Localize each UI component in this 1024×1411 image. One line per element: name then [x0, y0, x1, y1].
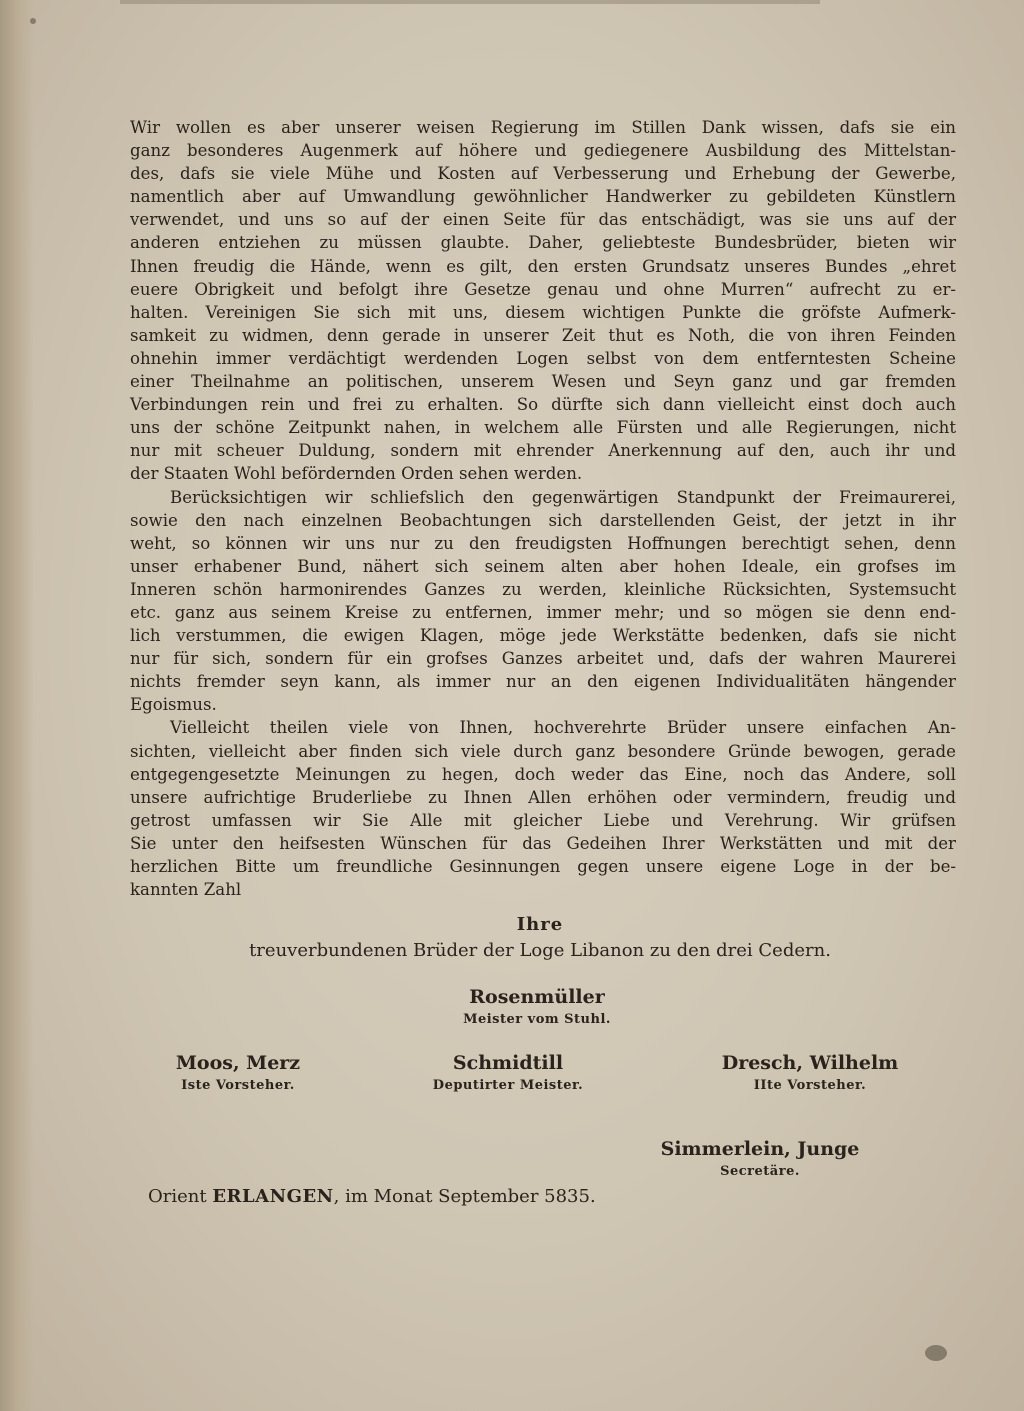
body-line: sichten, vielleicht aber finden sich viele durch ganz besondere Gründe bewogen, gerade — [130, 741, 956, 761]
signature-deputy-master — [408, 1052, 608, 1093]
signature-first-warden — [138, 1052, 338, 1093]
signature-name: Dresch, Wilhelm — [721, 1052, 899, 1074]
letter-body — [130, 116, 956, 901]
signature-role: Iste Vorsteher. — [181, 1078, 295, 1093]
body-line: unsere aufrichtige Bruderliebe zu Ihnen Allen erhöhen oder vermindern, freudig und — [130, 787, 956, 807]
signature-master — [437, 986, 637, 1027]
body-line: sowie den nach einzelnen Beobachtungen sich darstellenden Geist, der jetzt in ihr — [130, 510, 956, 530]
signature-role: Deputirter Meister. — [432, 1078, 584, 1093]
place-date-line — [148, 1186, 596, 1207]
body-line: euere Obrigkeit und befolgt ihre Gesetze genau und ohne Murren“ aufrecht zu er- — [130, 279, 956, 299]
body-line: namentlich aber auf Umwandlung gewöhnlicher Handwerker zu gebildeten Künstlern — [130, 187, 956, 207]
signature-role: Meister vom Stuhl. — [463, 1012, 611, 1027]
body-line: uns der schöne Zeitpunkt nahen, in welchem alle Fürsten und alle Regierungen, nicht — [130, 418, 956, 438]
body-line: Verbindungen rein und frei zu erhalten. So dürfte sich dann vielleicht einst doch auch — [130, 395, 956, 415]
body-line: nichts fremder seyn kann, als immer nur an den eigenen Individualitäten hängender — [130, 672, 956, 692]
body-line: herzlichen Bitte um freundliche Gesinnungen gegen unsere eigene Loge in der be- — [130, 857, 956, 876]
closing-lodge-line: treuverbundenen Brüder der Loge Libanon zu den drei Cedern. — [249, 940, 831, 961]
ink-smudge — [925, 1345, 947, 1361]
ink-smudge — [30, 18, 36, 24]
page-edge-shadow — [0, 0, 34, 1411]
body-line: der Staaten Wohl befördernden Orden sehen werden. — [130, 464, 583, 484]
body-line: einer Theilnahme an politischen, unserem Wesen und Seyn ganz und gar fremden — [130, 372, 956, 392]
body-line: Egoismus. — [130, 695, 217, 715]
body-line: nur mit scheuer Duldung, sondern mit ehrender Anerkennung auf den, auch ihr und — [130, 441, 956, 461]
body-line: kannten Zahl — [130, 880, 242, 900]
top-edge-shadow — [120, 0, 820, 4]
body-line: Vielleicht theilen viele von Ihnen, hochverehrte Brüder unsere einfachen An- — [170, 718, 956, 738]
body-line: getrost umfassen wir Sie Alle mit gleicher Liebe und Verehrung. Wir grüfsen — [130, 810, 956, 830]
signature-secretaries — [660, 1138, 860, 1179]
signature-name: Schmidtill — [452, 1052, 564, 1074]
body-line: ohnehin immer verdächtigt werdenden Logen selbst von dem entferntesten Scheine — [130, 348, 956, 368]
body-line: weht, so können wir uns nur zu den freudigsten Hoffnungen berechtigt sehen, denn — [130, 533, 956, 553]
body-line: Wir wollen es aber unserer weisen Regierung im Stillen Dank wissen, dafs sie ein — [130, 118, 956, 137]
signature-name: Moos, Merz — [175, 1052, 301, 1074]
body-line: samkeit zu widmen, denn gerade in unserer Zeit thut es Noth, die von ihren Feinden — [130, 325, 956, 345]
body-line: etc. ganz aus seinem Kreise zu entfernen, immer mehr; und so mögen sie denn end- — [130, 602, 956, 622]
body-line: Berücksichtigen wir schliefslich den gegenwärtigen Standpunkt der Freimaurerei, — [170, 487, 956, 507]
signature-role: Secretäre. — [720, 1164, 800, 1179]
body-line: anderen entziehen zu müssen glaubte. Daher, geliebteste Bundesbrüder, bieten wir — [130, 233, 956, 253]
body-line: Inneren schön harmonirendes Ganzes zu werden, kleinliche Rücksichten, Systemsucht — [130, 579, 956, 599]
signature-name: Rosenmüller — [469, 986, 605, 1008]
place-prefix: Orient — [148, 1186, 213, 1207]
body-line: verwendet, und uns so auf der einen Seite für das entschädigt, was sie uns auf der — [130, 210, 956, 230]
signature-second-warden — [710, 1052, 910, 1093]
body-line: des, dafs sie viele Mühe und Kosten auf Verbesserung und Erhebung der Gewerbe, — [130, 164, 956, 184]
body-line: entgegengesetzte Meinungen zu hegen, doch weder das Eine, noch das Andere, soll — [130, 764, 956, 784]
body-line: unser erhabener Bund, nähert sich seinem alten aber hohen Ideale, ein grofses im — [130, 556, 956, 576]
body-line: lich verstummen, die ewigen Klagen, möge jede Werkstätte bedenken, dafs sie nicht — [130, 626, 956, 646]
body-line: halten. Vereinigen Sie sich mit uns, diesem wichtigen Punkte die gröfste Aufmerk- — [130, 302, 956, 322]
place-date: , im Monat September 5835. — [333, 1186, 596, 1207]
body-line: ganz besonderes Augenmerk auf höhere und gediegenere Ausbildung des Mittelstan- — [130, 141, 956, 161]
signature-name: Simmerlein, Junge — [660, 1138, 860, 1160]
body-line: Ihnen freudig die Hände, wenn es gilt, den ersten Grundsatz unseres Bundes „ehret — [130, 256, 956, 276]
body-line: Sie unter den heifsesten Wünschen für das Gedeihen Ihrer Werkstätten und mit der — [130, 833, 956, 853]
body-line: nur für sich, sondern für ein grofses Ganzes arbeitet und, dafs der wahren Maurerei — [130, 649, 956, 669]
closing-ihre: Ihre — [516, 914, 564, 935]
signature-role: IIte Vorsteher. — [753, 1078, 867, 1093]
place-city: ERLANGEN — [212, 1186, 334, 1207]
